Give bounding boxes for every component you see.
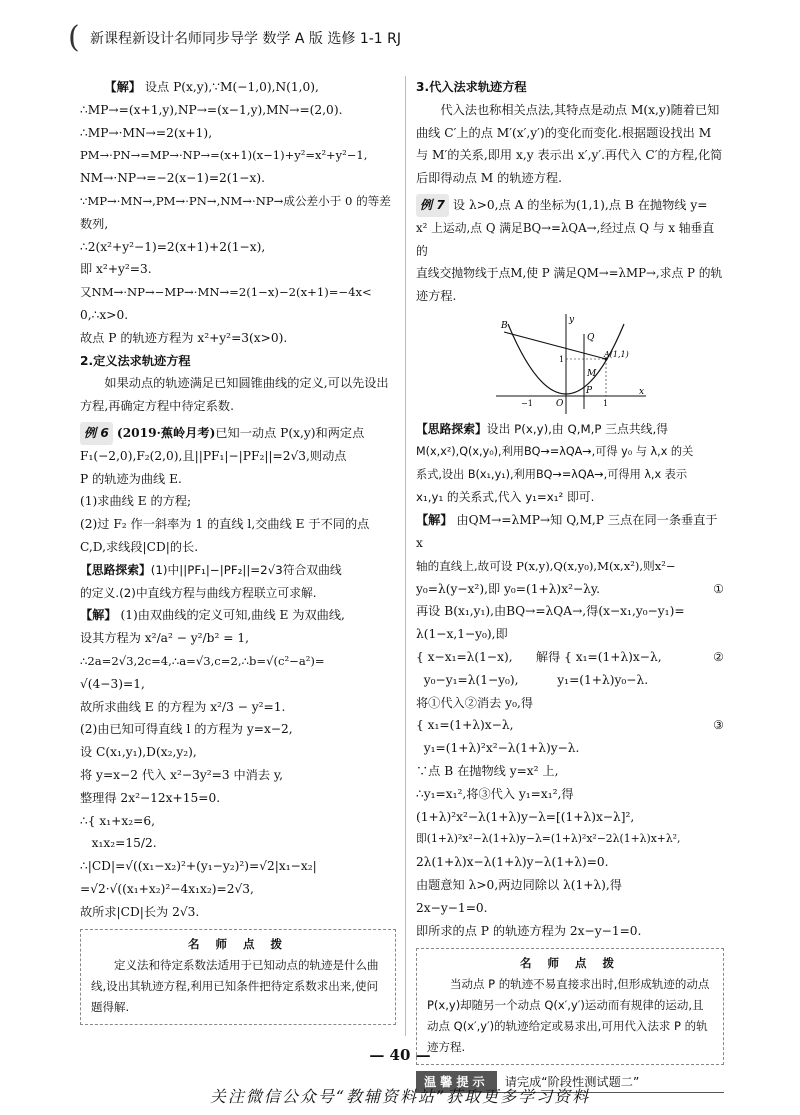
solution-line: 0,∴x>0. xyxy=(80,307,129,322)
equation-number-2: ② xyxy=(713,649,724,664)
problem-line: x² 上运动,点 Q 满足BQ→=λQA→,经过点 Q 与 x 轴垂直的 xyxy=(416,220,715,258)
solution-line: ∴|CD|=√((x₁−x₂)²+(y₁−y₂)²)=√2|x₁−x₂| xyxy=(80,859,317,874)
hint-line: 系式,设出 B(x₁,y₁),利用BQ→=λQA→,可得用 λ,x 表示 xyxy=(416,467,688,481)
equation-number-1: ① xyxy=(713,581,724,596)
tips-title: 名 师 点 拨 xyxy=(519,956,620,971)
example-badge: 例 7 xyxy=(416,194,449,217)
left-column xyxy=(80,76,396,1025)
problem-line: (1)求曲线 E 的方程; xyxy=(80,494,192,509)
problem-line: F₁(−2,0),F₂(2,0),且||PF₁|−|PF₂||=2√3,则动点 xyxy=(80,448,347,463)
solution-line: { x₁=(1+λ)x−λ, ③ xyxy=(416,714,724,737)
label-one-y: 1 xyxy=(559,354,565,364)
solution-line: 即 x²+y²=3. xyxy=(80,262,152,277)
parabola-graph xyxy=(496,314,646,414)
hint-line: M(x,x²),Q(x,y₀),利用BQ→=λQA→,可得 y₀ 与 λ,x 的关 xyxy=(416,444,694,458)
solution-line: ∴y₁=x₁²,将③代入 y₁=x₁²,得 xyxy=(416,786,574,801)
problem-line: C,D,求线段|CD|的长. xyxy=(80,539,199,554)
solution-line: ∵点 B 在抛物线 y=x² 上, xyxy=(416,763,559,778)
hint-line: 的定义.(2)中直线方程与曲线方程联立可求解. xyxy=(80,585,317,600)
label-m: M xyxy=(587,368,597,379)
solution-line: PM→·PN→=MP→·NP→=(x+1)(x−1)+y²=x²+y²−1, xyxy=(80,148,368,163)
tips-text: 当动点 P 的轨迹不易直接求出时,但形成轨迹的动点 P(x,y)却随另一个动点 Q(x′,y′)运动而有规律的运动,且动点 Q(x′,y′)的轨迹给定或易求出,可用代入法求 P 的轨迹方程. xyxy=(427,977,710,1055)
solution-line: 数列, xyxy=(80,216,109,231)
equation-number-3: ③ xyxy=(713,718,724,733)
solution-line: 故所求|CD|长为 2√3. xyxy=(80,904,200,919)
section-description: 代入法也称相关点法,其特点是动点 M(x,y)随着已知曲线 C′上的点 M′(x′,y′)的变化而变化.根据题设找出 M 与 M′的关系,即用 x,y 表示出 x′,y′.再代入 C′的方程,化简后即得动点 M 的轨迹方程. xyxy=(416,102,723,186)
solution-line: 轴的直线上,故可设 P(x,y),Q(x,y₀),M(x,x²),则x²− xyxy=(416,558,676,573)
solution-line: 【解】 (1)由双曲线的定义可知,曲线 E 为双曲线, xyxy=(80,608,345,623)
teacher-tips-box xyxy=(80,929,396,1025)
solution-line: ∴MP→·MN→=2(x+1), xyxy=(80,125,213,140)
problem-line: 迹方程. xyxy=(416,289,457,304)
solution-line: ∴{ x₁+x₂=6, xyxy=(80,813,155,828)
section-title-substitution: 3.代入法求轨迹方程 xyxy=(416,80,527,94)
label-q: Q xyxy=(587,332,595,343)
solution-line: 又NM→·NP→−MP→·MN→=2(1−x)−2(x+1)=−4x< xyxy=(80,285,372,300)
solution-line: ∵MP→·MN→,PM→·PN→,NM→·NP→成公差小于 0 的等差 xyxy=(80,193,391,208)
solution-line: (2)由已知可得直线 l 的方程为 y=x−2, xyxy=(80,722,293,737)
solution-line: 再设 B(x₁,y₁),由BQ→=λQA→,得(x−x₁,y₀−y₁)= xyxy=(416,604,685,619)
solution-line: y₀=λ(y−x²),即 y₀=(1+λ)x²−λy. ① xyxy=(416,578,724,601)
solution-line: 将 y=x−2 代入 x²−3y²=3 中消去 y, xyxy=(80,767,284,782)
solution-line: (1+λ)²x²−λ(1+λ)y−λ=[(1+λ)x−λ]², xyxy=(416,809,635,824)
solution-line: 2x−y−1=0. xyxy=(416,900,488,915)
solution-line: 设其方程为 x²/a² − y²/b² = 1, xyxy=(80,631,249,646)
label-origin: O xyxy=(556,398,564,409)
solution-line: NM→·NP→=−2(x−1)=2(1−x). xyxy=(80,171,266,186)
right-column xyxy=(416,76,724,1093)
problem-line: P 的轨迹为曲线 E. xyxy=(80,471,182,486)
solution-line: y₀−y₁=λ(1−y₀), y₁=(1+λ)y₀−λ. xyxy=(416,672,649,687)
label-a: A(1,1) xyxy=(604,349,629,359)
solution-line: 即所求的点 P 的轨迹方程为 2x−y−1=0. xyxy=(416,923,642,938)
solution-line: 故点 P 的轨迹方程为 x²+y²=3(x>0). xyxy=(80,330,288,345)
solution-line: ∴MP→=(x+1,y),NP→=(x−1,y),MN→=(2,0). xyxy=(80,102,343,117)
example-6-heading: 例 6 (2019·蕉岭月考)已知一动点 P(x,y)和两定点 xyxy=(80,422,396,445)
footer-note: 关注微信公众号“教辅资料站”获取更多学习资料 xyxy=(209,1087,591,1106)
section-description: 如果动点的轨迹满足已知圆锥曲线的定义,可以先设出方程,再确定方程中待定系数. xyxy=(80,376,389,414)
section-title-definition: 2.定义法求轨迹方程 xyxy=(80,353,191,368)
header-title: 新课程新设计名师同步导学 数学 A 版 选修 1-1 RJ xyxy=(90,31,401,47)
solution-line: 【解】 由QM→=λMP→知 Q,M,P 三点在同一条垂直于 x xyxy=(416,513,718,550)
header-bracket-icon: ( xyxy=(68,20,80,55)
solution-line: ∴2(x²+y²−1)=2(x+1)+2(1−x), xyxy=(80,239,266,254)
page-header xyxy=(60,20,760,55)
tips-title: 名 师 点 拨 xyxy=(187,937,288,952)
solution-line: { x−x₁=λ(1−x), 解得 { x₁=(1+λ)x−λ, ② xyxy=(416,646,724,669)
problem-line: 直线交抛物线于点M,使 P 满足QM→=λMP→,求点 P 的轨 xyxy=(416,266,723,281)
label-p: P xyxy=(586,385,593,396)
hint-line: x₁,y₁ 的关系式,代入 y₁=x₁² 即可. xyxy=(416,490,595,505)
label-one-x: 1 xyxy=(603,398,609,408)
solution-line: y₁=(1+λ)²x²−λ(1+λ)y−λ. xyxy=(416,741,580,756)
page-number: — 40 — xyxy=(369,1046,431,1064)
solution-line: x₁x₂=15/2. xyxy=(80,836,157,851)
tips-text: 定义法和待定系数法适用于已知动点的轨迹是什么曲线,设出其轨迹方程,利用已知条件把待定系数求出来,使问题得解. xyxy=(91,958,379,1015)
solution-line: =√2·√((x₁+x₂)²−4x₁x₂)=2√3, xyxy=(80,881,254,896)
solution-line: √(4−3)=1, xyxy=(80,676,145,691)
column-divider xyxy=(405,76,406,1036)
solution-line: 故所求曲线 E 的方程为 x²/3 − y²=1. xyxy=(80,699,286,714)
hint-line: 【思路探索】(1)中||PF₁|−|PF₂||=2√3符合双曲线 xyxy=(80,562,342,577)
label-neg-one: −1 xyxy=(521,398,533,408)
solution-line: 将①代入②消去 y₀,得 xyxy=(416,695,534,710)
example-7-heading: 例 7 设 λ>0,点 A 的坐标为(1,1),点 B 在抛物线 y= xyxy=(416,194,724,217)
solution-line: 由题意知 λ>0,两边同除以 λ(1+λ),得 xyxy=(416,877,622,892)
example-badge: 例 6 xyxy=(80,422,113,445)
solution-line: 即(1+λ)²x²−λ(1+λ)y−λ=(1+λ)²x²−2λ(1+λ)x+λ², xyxy=(416,832,681,846)
problem-line: (2)过 F₂ 作一斜率为 1 的直线 l,交曲线 E 于不同的点 xyxy=(80,517,370,532)
solution-line: 【解】 设点 P(x,y),∵M(−1,0),N(1,0), xyxy=(104,80,319,94)
hint-line: 【思路探索】设出 P(x,y),由 Q,M,P 三点共线,得 xyxy=(416,421,669,436)
warm-reminder-label: 温馨提示 xyxy=(416,1071,497,1093)
label-b: B xyxy=(501,320,508,331)
solution-line: λ(1−x,1−y₀),即 xyxy=(416,627,508,642)
label-x: x xyxy=(639,386,645,397)
solution-line: 整理得 2x²−12x+15=0. xyxy=(80,790,221,805)
solution-line: ∴2a=2√3,2c=4,∴a=√3,c=2,∴b=√(c²−a²)= xyxy=(80,653,325,668)
label-y: y xyxy=(569,314,575,325)
warm-reminder-text: 请完成“阶段性测试题二” xyxy=(497,1071,724,1093)
solution-line: 设 C(x₁,y₁),D(x₂,y₂), xyxy=(80,745,197,760)
solution-line: 2λ(1+λ)x−λ(1+λ)y−λ(1+λ)=0. xyxy=(416,855,609,870)
